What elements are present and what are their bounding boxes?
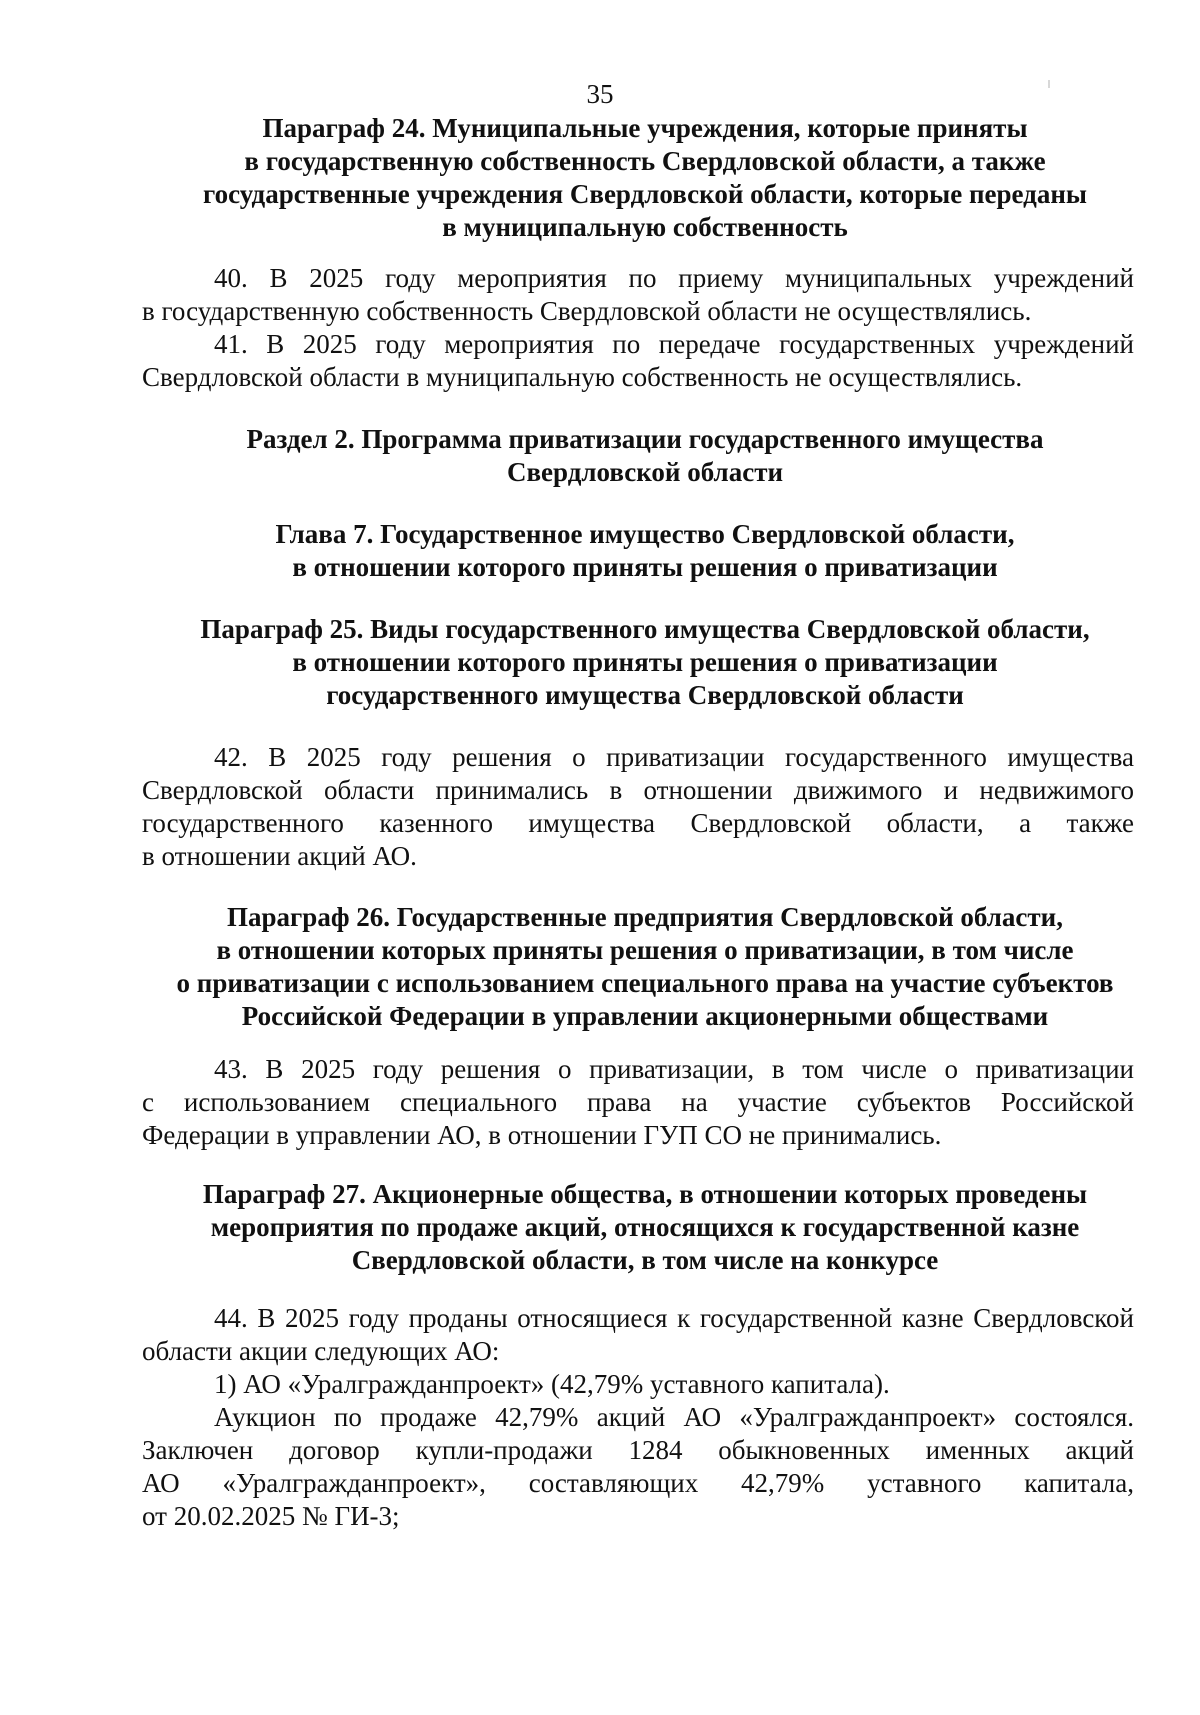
heading-line: Глава 7. Государственное имущество Свердловской области,: [275, 519, 1015, 549]
text-line: АО «Уралгражданпроект», составляющих 42,79% уставного капитала,: [142, 1468, 1134, 1498]
chapter-7-heading: [140, 518, 1150, 584]
heading-line: государственные учреждения Свердловской области, которые переданы: [203, 179, 1087, 209]
text-line: в отношении акций АО.: [142, 841, 417, 871]
text-line: 42. В 2025 году решения о приватизации государственного имущества: [214, 742, 1134, 772]
heading-line: Параграф 27. Акционерные общества, в отношении которых проведены: [202, 1179, 1088, 1209]
text-line: в государственную собственность Свердловской области не осуществлялись.: [142, 296, 1032, 326]
heading-line: в отношении которого приняты решения о приватизации: [292, 647, 998, 677]
paragraph-25-heading: [140, 613, 1150, 712]
heading-line: Параграф 25. Виды государственного имущества Свердловской области,: [200, 614, 1090, 644]
text-line: Свердловской области в муниципальную собственность не осуществлялись.: [142, 362, 1023, 392]
text-line: области акции следующих АО:: [142, 1336, 500, 1366]
heading-line: о приватизации с использованием специального права на участие субъектов: [176, 968, 1114, 998]
item-43: [142, 1053, 1134, 1152]
paragraph-27-heading: [140, 1178, 1150, 1277]
heading-line: Раздел 2. Программа приватизации государственного имущества: [246, 424, 1044, 454]
text-line: с использованием специального права на участие субъектов Российской: [142, 1087, 1134, 1117]
text-line: 44. В 2025 году проданы относящиеся к государственной казне Свердловской: [214, 1303, 1134, 1333]
item-44: [142, 1302, 1134, 1533]
text-line: от 20.02.2025 № ГИ-3;: [142, 1501, 400, 1531]
item-41: [142, 328, 1134, 394]
heading-line: Параграф 24. Муниципальные учреждения, которые приняты: [262, 113, 1028, 143]
section-2-heading: [140, 423, 1150, 489]
text-line: 43. В 2025 году решения о приватизации, в том числе о приватизации: [214, 1054, 1134, 1084]
text-line: государственного казенного имущества Свердловской области, а также: [142, 808, 1134, 838]
text-line: 40. В 2025 году мероприятия по приему муниципальных учреждений: [214, 263, 1134, 293]
item-42: [142, 741, 1134, 873]
heading-line: мероприятия по продаже акций, относящихся к государственной казне: [210, 1212, 1080, 1242]
text-line: 41. В 2025 году мероприятия по передаче государственных учреждений: [214, 329, 1134, 359]
heading-line: в государственную собственность Свердловской области, а также: [244, 146, 1046, 176]
page-number: 35: [586, 79, 614, 109]
text-line: Аукцион по продаже 42,79% акций АО «Уралгражданпроект» состоялся.: [214, 1402, 1134, 1432]
item-40: [142, 262, 1134, 328]
heading-line: государственного имущества Свердловской области: [326, 680, 964, 710]
heading-line: Российской Федерации в управлении акционерными обществами: [241, 1001, 1049, 1031]
heading-line: в отношении которого приняты решения о приватизации: [292, 552, 998, 582]
text-line: Свердловской области принимались в отношении движимого и недвижимого: [142, 775, 1134, 805]
heading-line: Свердловской области, в том числе на конкурсе: [351, 1245, 939, 1275]
text-line: Заключен договор купли-продажи 1284 обыкновенных именных акций: [142, 1435, 1134, 1465]
heading-line: Параграф 26. Государственные предприятия Свердловской области,: [227, 902, 1063, 932]
text-line: Федерации в управлении АО, в отношении ГУП СО не принимались.: [142, 1120, 942, 1150]
paragraph-26-heading: [140, 901, 1150, 1033]
heading-line: Свердловской области: [506, 457, 784, 487]
paragraph-24-heading: [140, 112, 1150, 244]
heading-line: в отношении которых приняты решения о приватизации, в том числе: [216, 935, 1074, 965]
text-line: 1) АО «Уралгражданпроект» (42,79% уставного капитала).: [214, 1369, 890, 1399]
heading-line: в муниципальную собственность: [442, 212, 848, 242]
